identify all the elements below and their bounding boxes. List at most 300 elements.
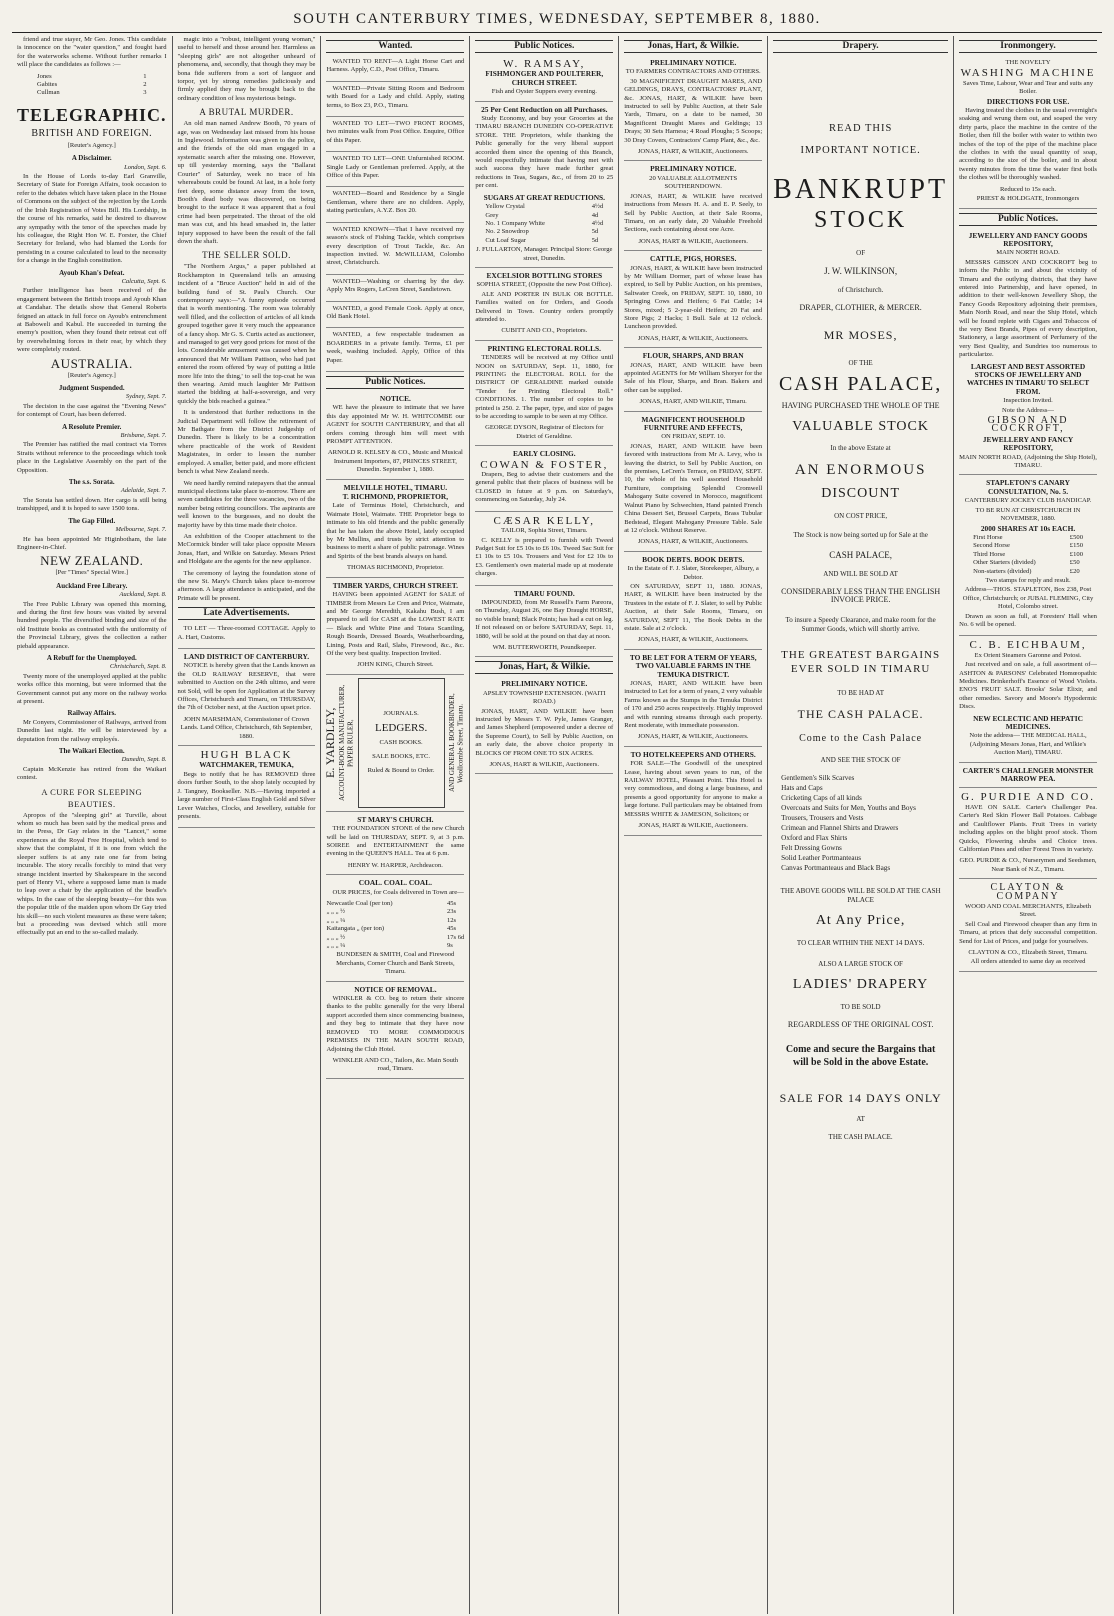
ladies-drapery: LADIES' DRAPERY — [792, 977, 929, 993]
wanted-text: WANTED TO LET—TWO FRONT ROOMS, two minutes walk from Post Office. Enquire, Office of this Paper. — [326, 120, 465, 144]
ad-sign: JOHN MARSHMAN, Commissioner of Crown Lands. Land Office, Christchurch, 6th September, 1880. — [180, 715, 313, 740]
news-dateline: Dunedin, Sept. 8. — [121, 756, 167, 764]
ad-text: NOTICE is hereby given that the Lands known as the OLD RAILWAY RESERVE, that were submitted to Auction on the 24th ultimo, and were not Sold, will be open for Application at the Survey Offices, Christchurch and Timaru, on THURSDAY, the 7th of October next, at the Auction upset price. — [177, 662, 316, 712]
price-value: 23s — [446, 908, 457, 916]
ad-melville-hotel — [326, 480, 464, 578]
prize-value: £20 — [1069, 567, 1080, 575]
judicial-text: It is understood that further reductions in the Judicial Department will follow the retirement of Mr Bathgate from the District Judgeship of Dunedin. There is likely to be a concentration where practicable of the work of Resident Magistrates, in order to lessen the number employed. A smaller, better paid, and more efficient bench is what New Zealand needs. — [177, 409, 316, 476]
at-label: AT — [856, 1114, 865, 1123]
news-text: The Sorata has settled down. Her cargo is still being transhipped, and it is hoped to save 1500 tons. — [17, 496, 167, 513]
ad-head: STAPLETON'S CANARY CONSULTATION, No. 5. — [986, 478, 1070, 496]
valuable-stock: VALUABLE STOCK — [792, 419, 929, 435]
column-container — [12, 36, 1102, 1614]
clear-14-days: TO CLEAR WITHIN THE NEXT 14 DAYS. — [796, 938, 925, 947]
ad-head: PRELIMINARY NOTICE. — [501, 679, 588, 689]
ad-text: Sell Coal and Firewood cheaper than any firm in Timaru, at prices that defy successful competition. Send for List of Prices, and judge for yourselves. — [959, 920, 1097, 945]
column-telegraphic — [12, 36, 173, 1614]
price-value: 45s — [446, 900, 457, 907]
news-dateline: Calcutta, Sept. 6. — [121, 277, 167, 285]
news-item — [17, 517, 167, 553]
ad-head: FLOUR, SHARPS, AND BRAN — [642, 351, 744, 361]
owner-town: of Christchurch. — [837, 285, 884, 294]
to-be-sold: TO BE SOLD — [840, 1002, 881, 1011]
wanted-text: WANTED, a good Female Cook. Apply at once, Old Bank Hotel. — [326, 304, 465, 320]
stock-item: Solid Leather Portmanteaus — [781, 854, 861, 863]
ad-shares: 2000 SHARES AT 10s EACH. — [980, 523, 1076, 533]
ad-sub: SOPHIA STREET, (Opposite the new Post Office). — [476, 281, 613, 289]
directions-head: DIRECTIONS FOR USE. — [986, 96, 1070, 106]
seller-text: "The Northern Argus," a paper published at Rockhampton in Queensland tells an amusing incident of a "Bruce Auction" held in aid of the building fund of St. Paul's Church. Our contemporary says:—"A funny episode occurred that is worth mentioning. The room was tolerably well filled, and the collection of articles of all kinds grouped together gave it very much the appearance of a fancy shop. Mr G. S. Curtis acted as auctioneer, and managed to get very good prices for most of the lots. Considerable amusement was caused when he announced that Mr William Pattison, who had just entered the room offered 'by way of putting a little more life into the thing,' to sell the top-coat he was then wearing. Amid much laughter Mr Pattison started the bidding at half-a-sovereign, and very quickly the bids reached a guinea." — [177, 263, 316, 405]
prize-item: Third Horse — [973, 550, 1006, 558]
stock-item: Crimean and Flannel Shirts and Drawers — [781, 824, 899, 833]
agency-credit: [Reuter's Agency.] — [67, 371, 116, 379]
ad-head: TIMBER YARDS, CHURCH STREET. — [332, 580, 458, 590]
ad-printing-rolls — [475, 341, 613, 446]
wanted-ad — [326, 275, 464, 302]
wanted-ad — [326, 187, 464, 222]
ad-kelly — [475, 512, 613, 586]
sold-at: THE ABOVE GOODS WILL BE SOLD AT THE CASH PALACE — [780, 887, 941, 904]
ad-head: MAGNIFICENT HOUSEHOLD FURNITURE AND EFFECTS, — [641, 414, 745, 433]
nz-title: NEW ZEALAND. — [40, 553, 144, 569]
yardley-right: AND GENERAL BOOKBINDER, Woollcombe Street, Timaru. — [447, 693, 464, 793]
auction-ad — [624, 161, 762, 251]
ad-head: TO BE LET FOR A TERM OF YEARS, TWO VALUABLE FARMS IN THE TEMUKA DISTRICT. — [629, 652, 757, 679]
ad-text: Late of Terminus Hotel, Christchurch, and Waimate Hotel, Waimate. THE Proprietor begs to intimate to his old friends and the public generally that he has taken the above Hotel, lately occupied by Mr Mullins, and trusts by strict attention to business to merit a share of public patronage. Wines and Spirits of the best brands always on hand. — [326, 502, 465, 560]
telegraphic-title: TELEGRAPHIC. — [17, 104, 167, 125]
price-item: „ „ „ ½ — [326, 908, 346, 916]
jhw-title: Jonas, Hart, & Wilkie. — [624, 40, 762, 53]
news-dateline: Brisbane, Sept. 7. — [120, 432, 167, 440]
ad-text: Having treated the clothes in the usual overnight's soaking and wrung them out, and soaped the very dirty parts, place the machine in the centre of the Boiler, then fill the boiler with water to within two inches of the top of the pipe of the machine place the clothes in with the usual quantity of soap, according to the size of the boiler, and in about twenty minutes from the time the water first boils the clothes will be thoroughly washed. — [959, 107, 1097, 182]
important-notice: IMPORTANT NOTICE. — [800, 145, 921, 157]
column-public-notices — [470, 36, 619, 1614]
ironmongery-title: Ironmongery. — [959, 40, 1097, 53]
any-price: At Any Price, — [815, 913, 906, 929]
auction-ad — [624, 55, 762, 161]
ad-head: EARLY CLOSING. — [512, 449, 576, 459]
cash-palace-line: CASH PALACE, — [829, 550, 892, 561]
of-the-label: OF THE — [848, 358, 873, 367]
ad-sign: JONAS, HART & WILKIE, Auctioneers. — [638, 237, 748, 245]
news-head: Judgment Suspended. — [58, 384, 125, 392]
scrutiny-text: We need hardly remind ratepayers that the annual municipal elections take place to-morrow. There are seven candidates for the three vacancies, two of the number being retiring councillors. The aspirants are well known to the burgesses, and no doubt the majority have by this time made their choice. — [177, 479, 316, 529]
british-title: BRITISH AND FOREIGN. — [31, 127, 153, 139]
ad-sub: FISHMONGER AND POULTERER, CHURCH STREET. — [485, 69, 604, 87]
read-this-line: READ THIS — [828, 123, 893, 134]
ad-head: 25 Per Cent Reduction on all Purchases. — [481, 104, 608, 114]
prize-item: Second Horse — [973, 542, 1010, 550]
agency-credit: [Per "Times" Special Wire.] — [55, 569, 129, 577]
col2-intro: magic into a "robust, intelligent young woman," useful to herself and those around her. Harmless as "sleeping girls" are not altogether unheard of phenomena, and, secondly, that though they may be bona fide sufferers from a sort of languor and torpor, yet by strong remedies judiciously and firmly applied they may be brought back to the ordinary condition of less mysterious beings. — [177, 36, 316, 102]
ad-sub: MAIN NORTH ROAD. — [996, 249, 1060, 257]
ad-head: HUGH BLACK — [200, 749, 293, 762]
of-label: OF — [856, 248, 866, 257]
regardless: REGARDLESS OF THE ORIGINAL COST. — [787, 1020, 934, 1030]
ad-head: G. PURDIE AND CO. — [961, 791, 1095, 804]
ad-sign: ARNOLD R. KELSEY & CO., Music and Musical Instrument Importers, 87, PRINCES STREET, Dunedin. September 1, 1880. — [327, 449, 463, 474]
ad-head: LAND DISTRICT OF CANTERBURY. — [183, 652, 310, 661]
auction-ad — [624, 348, 762, 411]
price-item: Cut Loaf Sugar — [485, 236, 526, 244]
ad-eclectic: NEW ECLECTIC AND HEPATIC MEDICINES. — [973, 713, 1083, 732]
jhw-title: Jonas, Hart, & Wilkie. — [475, 661, 613, 674]
candidate-place: 1 — [143, 72, 147, 80]
price-item: Newcastle Coal (per ton) — [326, 900, 393, 907]
ad-head: PRELIMINARY NOTICE. — [650, 58, 737, 67]
wanted-text: WANTED TO LET—ONE Unfurnished ROOM. Single Lady or Gentleman preferred. Apply, at the Office of this Paper. — [326, 155, 465, 180]
the-cash-palace: THE CASH PALACE. — [797, 707, 924, 722]
price-item: Kaitangata „ (per ton) — [326, 925, 385, 933]
news-head: Ayoub Khan's Defeat. — [59, 268, 125, 277]
ad-text: Study Economy, and buy your Groceries at the TIMARU BRANCH DUNEDIN CO-OPERATIVE STORE. THE Proprietors, while thanking the Public generally for the very liberal support accorded them since the opening of this Branch, would respectfully intimate that having met with such success they have made further great reductions in Teas, Sugars, &c., of from 20 to 25 per cent. — [475, 115, 614, 190]
news-dateline: Sydney, Sept. 7. — [125, 393, 167, 401]
news-head: A Disclaimer. — [71, 154, 112, 163]
ad-name-sub: JEWELLERY AND FANCY REPOSITORY, — [982, 434, 1074, 453]
ad-eichbaum — [959, 636, 1097, 762]
price-item: Yellow Crystal — [485, 203, 525, 211]
wanted-ad — [326, 55, 464, 82]
book-order: Ruled & Bound to Order. — [367, 767, 435, 775]
ad-text: JONAS, HART, & WILKIE have been instructed by Mr William Dormer, part of whose lease has expired, to Sell by Public Auction, on his premises, Saltwater Creek, on FRIDAY, SEPT. 10, 1880, 10 Springing Cows and Heifers; 6 Fat Cattle; 14 Stores, mixed; 5 2-year-old Heifers; 20 Fat and Store Pigs; 2 Hacks; 1 Bull. Sale at 12 o'clock. Luncheon provided. — [624, 264, 763, 331]
seller-title: THE SELLER SOLD. — [202, 250, 291, 261]
wanted-text: WANTED—Washing or charring by the day. Apply Mrs Rogers, LeCren Street, Sandietown. — [326, 277, 465, 294]
ad-kelsey — [326, 391, 464, 480]
price-list — [326, 900, 464, 950]
candidate-place: 3 — [143, 89, 147, 97]
ad-text: IMPOUNDED, from Mr Russell's Farm Pareora, on Thursday, August 26, one Bay Draught HORSE, no visible brand; Black Points; has had a cut on leg. If not released on or before SATURDAY, Sept. 11, 1880, will be sold at the pound on that day at noon. — [475, 598, 614, 640]
ad-text: Drapers, Beg to advise their customers and the general public that their places of business will be CLOSED in future at 9 p.m. on Saturday's, commencing on Saturday, July 24. — [475, 471, 614, 504]
ad-co-op — [475, 102, 613, 268]
news-item — [17, 654, 167, 706]
price-value: 17s 6d — [446, 933, 465, 941]
ad-sub: T. RICHMOND, PROPRIETOR, — [342, 492, 449, 502]
drapery-title: Drapery. — [773, 40, 948, 53]
ad-sign: CUBITT AND CO., Proprietors. — [501, 327, 588, 335]
news-text: In the House of Lords to-day Earl Granville, Secretary of State for Foreign Affairs, took occasion to refer to the debates which have taken place in the House of Commons on the subject of the rejection by the Lords of the Irish Registration of Votes Bill. His Lordship, in the course of his remarks, said he desired to disavow any sympathy with the tenor of the speeches made by his colleague, the Right Hon W. E. Forster, the Chief Secretary for Ireland, who had blamed the Lords for persisting in a course calculated to lead to the necessity for a change in the English constitution. — [17, 173, 167, 265]
news-dateline: Auckland, Sept. 8. — [119, 591, 167, 599]
wanted-ad — [326, 152, 464, 187]
yardley-books — [358, 678, 445, 808]
ad-sign: JONAS, HART, & WILKIE, Auctioneers. — [637, 334, 749, 342]
candidate-place: 2 — [143, 81, 147, 89]
ad-coal — [326, 875, 464, 981]
ad-carter-pea — [959, 763, 1097, 789]
news-item — [17, 478, 167, 514]
masthead-rule — [12, 32, 1102, 33]
price-item: „ „ „ ¼ — [326, 942, 346, 950]
column-ironmongery — [954, 36, 1102, 1614]
ad-sign: JONAS, HART, & WILKIE, Auctioneers. — [637, 148, 749, 156]
ad-pre: THE NOVELTY — [1005, 59, 1051, 66]
auction-ad — [624, 747, 762, 836]
ad-head: MELVILLE HOTEL, TIMARU. — [343, 482, 448, 492]
price-value: 4½d — [591, 203, 604, 211]
news-head: A Rebuff for the Unemployed. — [46, 653, 137, 662]
ad-sub: WOOD AND COAL MERCHANTS, Elizabeth Street. — [965, 902, 1091, 919]
column-auctions — [619, 36, 768, 1614]
cost-price: ON COST PRICE, — [834, 511, 888, 520]
cash-palace-heading: CASH PALACE, — [778, 373, 943, 396]
news-dateline: London, Sept. 6. — [124, 163, 167, 171]
ad-canary — [959, 475, 1097, 636]
public-notices-title: Public Notices. — [475, 40, 613, 53]
ad-text: ON SATURDAY, SEPT 11, 1880. JONAS, HART, & WILKIE have been instructed by the Trustees in the estate of F. J. Slater, to sell by Public Auction, at their Sale Rooms, Timaru, on SATURDAY, SEPT 11, The Book Debts in the estate. Sale at 2 o'clock. — [624, 582, 763, 632]
ad-sub: TO FARMERS CONTRACTORS AND OTHERS. — [625, 68, 761, 76]
column-drapery — [768, 36, 954, 1614]
wanted-text: WANTED—Board and Residence by a Single Gentleman, where there are no children. Apply, stating particulars, A.Y.Z. Box 20. — [326, 190, 465, 215]
ad-text: JONAS, HART, AND WILKIE have been instructed by Messrs T. W. Pyle, James Granger, and James Shepherd (empowered under a decree of the Supreme Court), to Sell by Public Auction, on an early date, the above choice property in BLOCKS OF FROM ONE TO SIX ACRES. — [475, 707, 614, 757]
news-head: Railway Affairs. — [67, 709, 117, 718]
mr-moses: MR MOSES, — [823, 328, 898, 343]
less-than-invoice: CONSIDERABLY LESS THAN THE ENGLISH INVOICE PRICE. — [781, 586, 941, 605]
read-this — [773, 125, 948, 156]
price-value: 45s — [446, 925, 457, 933]
come-to-cash-palace: Come to the Cash Palace — [799, 732, 923, 744]
ad-sign: GEO. PURDIE & CO., Nurserymen and Seedsmen, Near Bank of N.Z., Timaru. — [959, 857, 1097, 873]
ad-sign: THOMAS RICHMOND, Proprietor. — [347, 564, 444, 572]
ad-text: JONAS, HART, & WILKIE have received instructions from Messrs H. A. and E. P. Seely, to Sell by Public Auction, at their Sale Rooms, Timaru, on an early date, 20 Valuable Freehold Sections, each containing about one Acre. — [624, 192, 763, 234]
news-item — [17, 384, 167, 420]
news-text: Further intelligence has been received of the engagement between the British troops and Ayoub Khan at Candahar. The details show that General Roberts feigned an attack in full force on Ayoub's entrenchment at Baboweli and Kabul. He succeeded in turning the enemy's position, when they found their retreat cut off by overwhelming forces in their rear, by which they were completely routed. — [17, 287, 167, 354]
cooper-text: An exhibition of the Cooper attachment to the McCormick binder will take place opposite Messrs Jonas, Hart, and Wilkie on Saturday. Messrs Priest and Holdgate are the agents for the new appliance. — [177, 532, 316, 566]
ad-sign: JONAS, HART, & WILKIE, Auctioneers. — [637, 538, 749, 546]
price-value: 9s — [446, 942, 453, 950]
ad-sub: Ex Orient Steamers Garonne and Potosi. — [974, 651, 1082, 659]
ad-head: CLAYTON & COMPANY — [990, 882, 1066, 902]
ad-washing-machine — [959, 55, 1097, 209]
cure-text: Apropos of the "sleeping girl" at Turville, about whom so much has been said by the medical press and in the Press, Dr Gay relates in the "Lancet," some experiences at the Royal Free Hospital, which tend to show that the complaint, if it is one from which the sleeper suffers is at any rate one far from being incurable. The story recalls forcibly to mind that very strange incident inserted by Shakespeare in the second part of Henry VI., where a supposed lame man is made to leap over a chair by the application of the beadle's whips. In the case of the sleeping beauty—for this was the popular title of the maiden upon whom Dr Gay tried his skill—no such violent measures as these were taken; but a proceeding was devised which still more effectually put an end to the so-called malady. — [17, 811, 167, 937]
stock-list — [781, 773, 940, 873]
ad-st-marys — [326, 812, 464, 875]
ad-sign: GEORGE DYSON, Registrar of Electors for District of Geraldine. — [485, 424, 604, 440]
ad-run: TO BE RUN AT CHRISTCHURCH IN NOVEMBER, 1880. — [975, 506, 1081, 523]
ad-text: HAVING been appointed AGENT for SALE of TIMBER from Messrs Le Cren and Price, Waimate, and Mr George Meredith, Kakahu Bush, I am prepared to sell for CASH at the LOWEST RATE— Black and White Pine and Totara Scantling, Rough Boards, Dressed Boards, Weatherboarding, Lining, Posts and Rail, Slabs, Firewood, &c., &c. Of the very best quality. Inspection Invited. — [326, 591, 465, 657]
above-estate: In the above Estate at — [830, 444, 891, 453]
late-ads-title: Late Advertisements. — [178, 607, 316, 620]
ad-head: TO HOTELKEEPERS AND OTHERS. — [630, 749, 756, 759]
news-text: He has been appointed Mr Higinbotham, the late Engineer-in-Chief. — [17, 535, 167, 551]
auction-ad — [624, 552, 762, 650]
ad-inspection: Inspection Invited. — [1003, 397, 1053, 405]
ad-sign: BUNDESEN & SMITH, Coal and Firewood Merchants, Corner Church and Bank Streets, Timaru. — [336, 951, 455, 976]
ad-head: CARTER'S CHALLENGER MONSTER MARROW PEA. — [962, 765, 1094, 784]
murder-text: An old man named Andrew Booth, 70 years of age, was on Wednesday last missed from his house in Inglewood. Information was given to the police, and the friends of the old man engaged in a systematic search after the missing one. However, up till yesterday morning, says the "Ballarat Courier" of Saturday, week no trace of his whereabouts could be found. At last, in a hole forty feet deep, some distance away from the town, Booth's dead body was discovered, on being brought to the surface it was apparent that a foul crime had been perpetrated. The throat of the old man was cut, and his head smashed in, the latter injury supposed to have been the result of the fall down the shaft. — [177, 120, 316, 245]
prize-item: Other Starters (divided) — [973, 559, 1036, 567]
prize-value: £150 — [1069, 542, 1083, 550]
discount: DISCOUNT — [821, 486, 900, 502]
ad-text: Drawn as soon as full, at Foresters' Hall when No. 6 will be opened. — [959, 612, 1097, 628]
news-text: Twenty more of the unemployed applied at the public works office this morning, but were informed that the Government cannot put any more on the railway works at present. — [17, 672, 167, 705]
public-notices-title: Public Notices. — [326, 376, 464, 389]
auction-ad — [624, 251, 762, 348]
news-text: Captain McKenzie has retired from the Waikari contest. — [17, 765, 167, 782]
book-type: CASH BOOKS. — [379, 738, 423, 746]
candidate-name: Gabites — [37, 81, 58, 89]
price-value: 12s — [446, 916, 457, 924]
ad-final: All orders attended to same day as received — [970, 958, 1086, 966]
ad-text: WE have the pleasure to intimate that we have this day appointed Mr W. H. WHITCOMBE our AGENT for SOUTH CANTERBURY, and that all orders coming through him will meet with PROMPT ATTENTION. — [326, 404, 465, 445]
news-item — [17, 709, 167, 744]
column-wanted — [321, 36, 470, 1614]
ad-sub: CANTERBURY JOCKEY CLUB HANDICAP. — [964, 497, 1092, 505]
ad-apsley — [475, 676, 613, 774]
auction-ad — [624, 412, 762, 552]
will-be-sold: AND WILL BE SOLD AT — [823, 569, 898, 578]
ad-excelsior — [475, 268, 613, 341]
book-type: LEDGERS. — [374, 722, 428, 735]
ad-sign: JONAS, HART, & WILKIE, Auctioneers. — [637, 733, 749, 741]
ad-text: FOR SALE—The Goodwill of the unexpired Lease, having about seven years to run, of the RAILWAY HOTEL, Pleasant Point. This Hotel is very commodious, and doing a large business, and presents a good opportunity for anyone to make a large fortune. Full particulars may be obtained from MESSRS WHITE & JAMESON, Solicitors; or — [624, 760, 763, 818]
ad-price: Reduced to 15s each. — [1000, 185, 1057, 193]
ad-sub: SUGARS AT GREAT REDUCTIONS. — [483, 192, 606, 202]
ad-sign: PRIEST & HOLDGATE, Ironmongers — [976, 195, 1080, 203]
candidate-name: Jones — [37, 72, 52, 80]
yardley-name: E. YARDLEY, — [323, 707, 338, 778]
news-item — [17, 269, 167, 355]
ad-head: C. B. EICHBAUM, — [969, 639, 1087, 652]
wanted-ad — [326, 223, 464, 275]
price-value: 5d — [591, 236, 599, 244]
ad-sub: APSLEY TOWNSHIP EXTENSION. (WAITI ROAD.) — [482, 689, 606, 706]
yardley-trade: ACCOUNT-BOOK MANUFACTURER, PAPER RULER, — [337, 684, 355, 801]
ad-land-district — [178, 649, 316, 746]
ad-sign: CLAYTON & CO., Elizabeth Street, Timaru. — [968, 948, 1088, 956]
ad-address: MAIN NORTH ROAD, (Adjoining the Ship Hotel), TIMARU. — [959, 453, 1097, 470]
owner-trade: DRAPER, CLOTHIER, & MERCER. — [799, 303, 922, 313]
news-head: A Resolute Premier. — [62, 422, 122, 431]
ad-removal — [326, 982, 464, 1079]
news-item — [17, 154, 167, 265]
stock-item: Oxford and Flax Shirts — [781, 834, 848, 843]
ceremony-text: The ceremony of laying the foundation stone of the new St. Mary's Church takes place to-morrow afternoon. A large attendance is anticipated, and the Primate will be present. — [177, 569, 316, 602]
price-value: 4½d — [591, 219, 604, 227]
ad-head: JEWELLERY AND FANCY GOODS REPOSITORY, — [968, 230, 1088, 248]
wanted-text: WANTED KNOWN—That I have received my season's stock of Fishing Tackle, which comprises every description of Trout Tackle, &c. An inspection invited. W. McWILLIAM, Colombo street, Christchurch. — [326, 225, 465, 267]
column-articles — [173, 36, 322, 1614]
masthead: SOUTH CANTERBURY TIMES, WEDNESDAY, SEPTEMBER 8, 1880. — [293, 11, 821, 27]
price-item: No. 1 Company White — [485, 219, 545, 227]
ad-timber-yards — [326, 578, 464, 675]
stock-item: Canvas Portmanteaus and Black Bags — [781, 864, 891, 873]
ad-head: NOTICE OF REMOVAL. — [354, 984, 437, 994]
ad-stock: LARGEST AND BEST ASSORTED STOCKS OF JEWELLERY AND WATCHES IN TIMARU TO SELECT FROM. — [966, 361, 1090, 396]
price-item: No. 2 Snowdrop — [485, 228, 529, 236]
ad-sign: JONAS, HART & WILKIE, Auctioneers. — [489, 761, 600, 769]
stock-item: Hats and Caps — [781, 784, 823, 793]
murder-title: A BRUTAL MURDER. — [199, 107, 294, 118]
ad-text: C. KELLY is prepared to furnish with Tweed Padget Suit for £5 10s to £6 10s. Tweed Sac Suit for £1 10s to £5 10s. Trousers and Vest for £2 10s to £3. Gentlemen's own material made up at moderate charges. — [475, 536, 614, 578]
ad-early-closing — [475, 446, 613, 511]
wanted-ad — [326, 302, 464, 329]
had-at: TO BE HAD AT — [837, 688, 884, 697]
ad-note: Note the address— THE MEDICAL HALL, (Adjoining Messrs Jonas, Hart, and Wilkie's Auction Mart), TIMARU. — [969, 732, 1087, 757]
ad-text: Begs to notify that he has REMOVED three doors further South, to the shop lately occupied by J. Tangney, Bookseller. N.B.—Having imported a large number of First-Class English Gold and Silver Lever Watches, Clocks, and Jewellery, suitable for presents. — [177, 770, 316, 820]
ad-sign: J. FULLARTON, Manager. Principal Store: George street, Dunedin. — [476, 246, 613, 262]
bankrupt-heading: BANKRUPT — [773, 173, 949, 205]
news-head: The Gap Filled. — [68, 516, 116, 525]
ad-sub: WATCHMAKER, TEMUKA, — [199, 760, 294, 770]
ad-text: Just received and on sale, a full assortment of— ASHTON & PARSONS' Celebrated Homœopathic Medicines. Brinkerhoff's Essence of Wood Violets. ENO'S FRUIT SALT. Brooks' Solar Elixir, and other remedies. Savory and Moore's Hypodermic Discs. — [959, 661, 1097, 711]
news-item — [17, 747, 167, 783]
wanted-ad — [326, 117, 464, 152]
ad-head: PRINTING ELECTORAL ROLLS. — [487, 343, 601, 353]
stock-heading: STOCK — [813, 206, 908, 233]
ad-note: Two stamps for reply and result. — [985, 576, 1071, 584]
ad-sign: JONAS, HART, AND WILKIE, Timaru. — [639, 398, 747, 406]
public-notices-title: Public Notices. — [959, 213, 1097, 226]
final-cash-palace: THE CASH PALACE. — [828, 1133, 893, 1141]
news-head: The Waikari Election. — [58, 747, 125, 756]
ad-sign: JONAS, HART, & WILKIE, Auctioneers. — [637, 636, 749, 644]
ad-sign: WM. BUTTERWORTH, Poundkeeper. — [492, 643, 597, 651]
news-text: The Premier has ratified the mail contract via Torres Straits without reference to the proceedings which took place in the Legislative Assembly on the part of the Opposition. — [17, 441, 167, 474]
ad-sub: TAILOR, Sophia Street, Timaru. — [501, 527, 588, 535]
ad-head: ST MARY'S CHURCH. — [357, 814, 434, 824]
news-head: Auckland Free Library. — [56, 581, 128, 590]
ad-text: Fish and Oyster Suppers every evening. — [491, 88, 597, 96]
ad-text: JONAS, HART, AND WILKIE have been instructed to Let for a term of years, 2 very valuable Farms known as the Stumps in the Temuka District of 170 and 250 acres respectively. Highly improved and with running streams through each property. Rent moderate, with immediate possession. — [624, 680, 763, 730]
ad-head: NOTICE. — [379, 393, 411, 403]
ad-head: EXCELSIOR BOTTLING STORES — [486, 270, 603, 280]
prize-list — [973, 534, 1083, 576]
see-stock: AND SEE THE STOCK OF — [820, 755, 901, 764]
ad-head: BOOK DEBTS. BOOK DEBTS. — [642, 554, 745, 564]
ad-cottage — [178, 622, 316, 649]
wanted-text: WANTED, a few respectable tradesmen as BOARDERS in a private family. Terms, £1 per week, washing included. Apply, Office of this Paper. — [326, 331, 465, 364]
ad-text: HAVE ON SALE. Carter's Challenger Pea. Carter's Red Skin Flower Ball Potatoes. Cabbage and Cauliflower Plants. Fruit Trees in variety including apples on the blight proof stock. Thorn Quicks, Flowering shrubs and Choice trees. Californian Pines and other Forest Trees in variety. — [959, 803, 1097, 853]
being-sorted: The Stock is now being sorted up for Sale at the — [793, 531, 928, 540]
ad-sign: JOHN KING, Church Street. — [357, 661, 434, 669]
australia-title: AUSTRALIA. — [50, 355, 133, 371]
wanted-text: WANTED TO RENT—A Light Horse Cart and Harness. Apply, C.D., Post Office, Timaru. — [326, 58, 465, 74]
ad-text: JONAS, HART, AND WILKIE have been appointed AGENTS for Mr William Shoryer for the Sale of his Flour, Sharps, and Bran. Bakers and other can be supplied. — [624, 361, 763, 394]
ad-head: PRELIMINARY NOTICE. — [650, 164, 737, 174]
ad-text: OUR PRICES, for Coals delivered in Town are— — [332, 888, 464, 896]
ad-note: Note the Address— — [1002, 406, 1055, 414]
ad-head: WASHING MACHINE — [960, 67, 1096, 80]
price-value: 5d — [591, 228, 599, 236]
price-item: „ „ „ ¼ — [326, 916, 346, 924]
ad-sub: 20 VALUABLE ALLOTMENTS SOUTHERNDOWN. — [649, 174, 738, 191]
stock-item: Cricketing Caps of all kinds — [781, 794, 862, 803]
wanted-text: WANTED—Private Sitting Room and Bedroom with Board for a Lady and child. Apply, stating terms, to Box 23, P.O., Timaru. — [326, 84, 465, 109]
auction-ad — [624, 650, 762, 747]
prize-value: £100 — [1069, 550, 1083, 558]
prize-item: First Horse — [973, 533, 1003, 541]
news-head: The s.s. Sorata. — [68, 478, 115, 487]
stock-item: Gentlemen's Silk Scarves — [781, 774, 855, 783]
ad-head: CÆSAR KELLY, — [493, 514, 596, 527]
stock-item: Overcoats and Suits for Men, Youths and Boys — [781, 804, 916, 813]
price-item: Grey — [485, 211, 499, 219]
ad-head: CATTLE, PIGS, HORSES. — [650, 254, 737, 264]
ad-head: W. RAMSAY, — [503, 58, 586, 70]
wanted-ad — [326, 328, 464, 372]
ad-text: THE FOUNDATION STONE of the new Church will be laid on THURSDAY, SEPT. 9, at 3 p.m. SOIREE and ENTERTAINMENT the same evening in the QUEEN'S HALL. Tea at 6 p.m. — [326, 825, 465, 858]
price-list — [485, 203, 603, 245]
purchased-text: HAVING PURCHASED THE WHOLE OF THE — [781, 400, 940, 410]
news-dateline: Christchurch, Sept. 8. — [109, 663, 167, 671]
wanted-title: Wanted. — [326, 40, 464, 53]
ad-text: ALE AND PORTER IN BULK OR BOTTLE. Families waited on for Orders, and Goods Delivered in Town. Country orders promptly attended to. — [475, 290, 614, 323]
ad-text: WINKLER & CO. beg to return their sincere thanks to the public generally for the very liberal support accorded them since commencing business, and they beg to intimate that they have now REMOVED TO MORE COMMODIOUS PREMISES IN THE MAIN SOUTH ROAD, Adjoining the Club Hotel. — [326, 995, 465, 1053]
ad-purdie — [959, 788, 1097, 879]
ad-name: GIBSON AND COCKROFT, — [987, 415, 1069, 435]
prize-value: £50 — [1069, 559, 1080, 567]
ad-sub: ON FRIDAY, SEPT. 10. — [661, 433, 726, 441]
book-type: JOURNALS. — [383, 709, 419, 717]
